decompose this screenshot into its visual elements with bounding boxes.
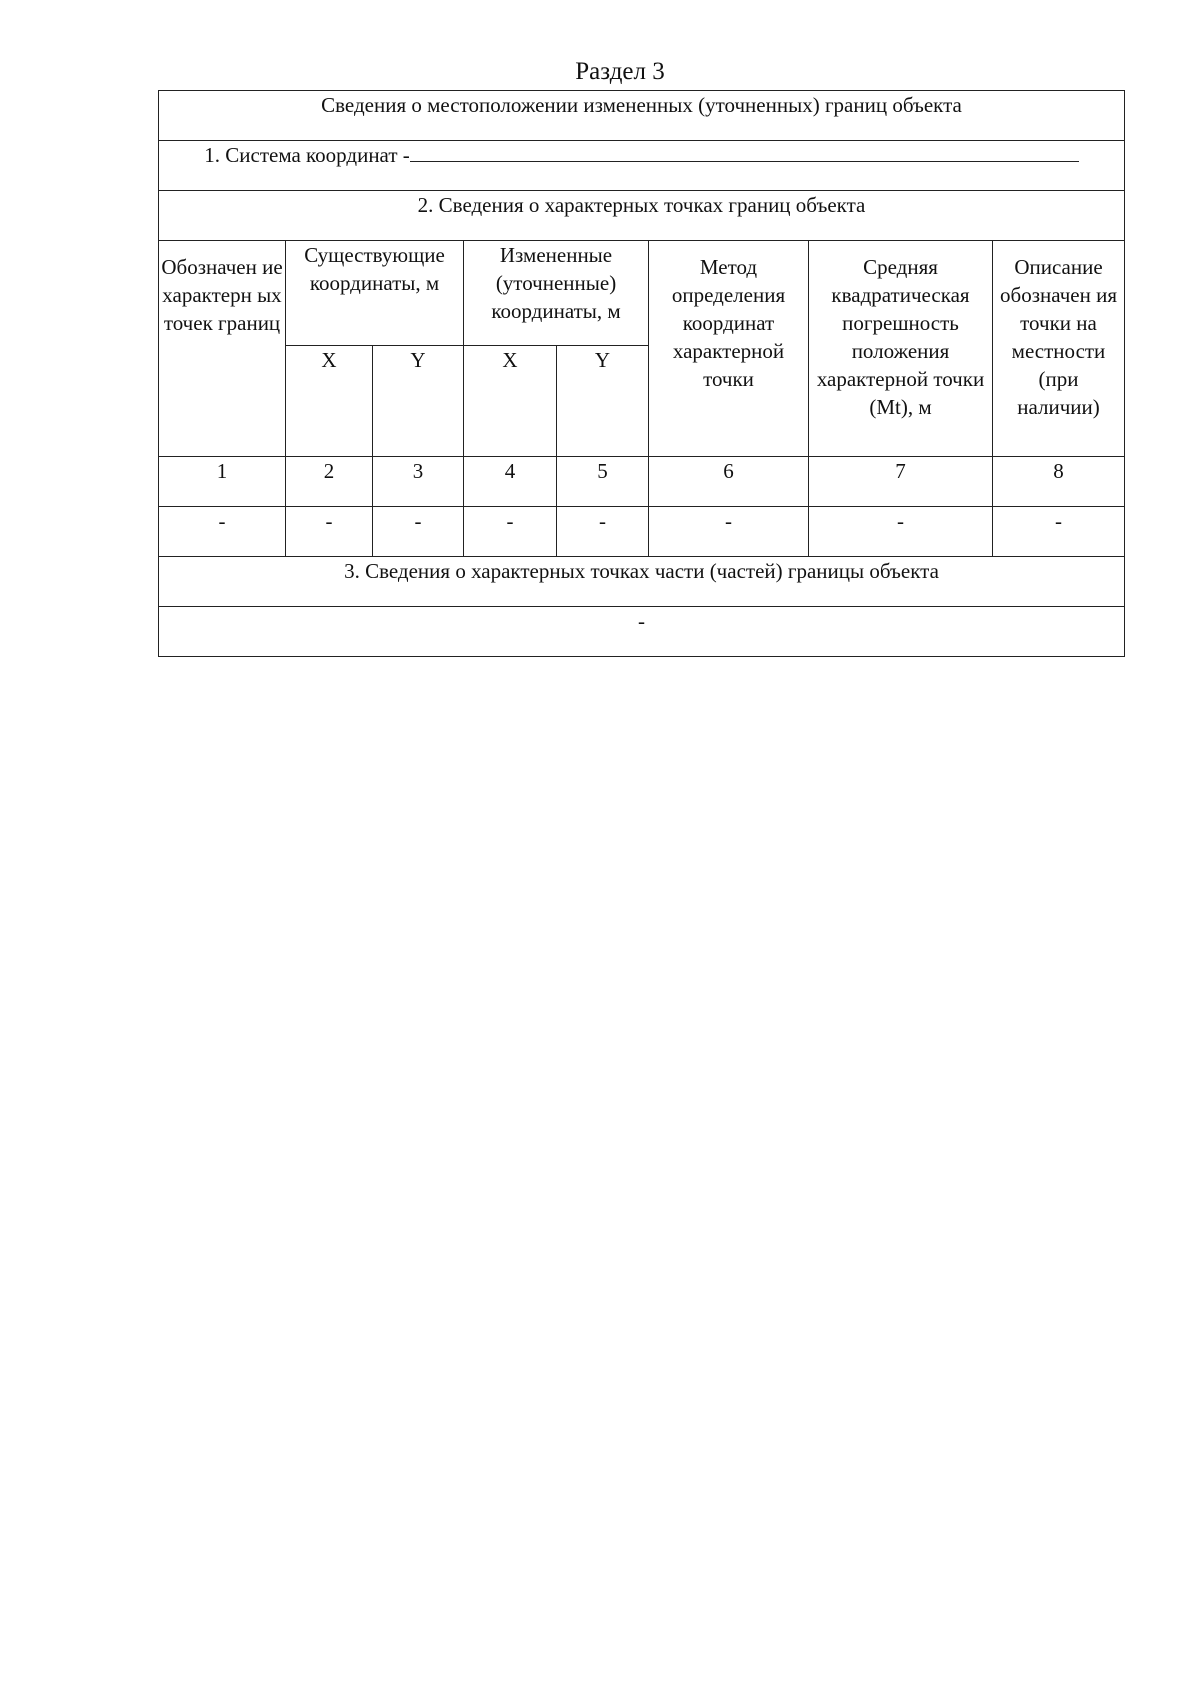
header-designation-label: Обозначен ие характерн ых точек границ	[161, 255, 283, 335]
header-changed-x: X	[464, 346, 557, 457]
column-number: 5	[557, 457, 649, 507]
header-error	[809, 241, 993, 457]
points-heading-cell	[159, 191, 1125, 241]
header-existing-y: Y	[373, 346, 464, 457]
table-cell: -	[557, 507, 649, 557]
column-number: 8	[993, 457, 1125, 507]
points-heading: 2. Сведения о характерных точках границ объекта	[417, 193, 866, 217]
table-cell: -	[286, 507, 373, 557]
header-description	[993, 241, 1125, 457]
table-row	[159, 507, 1125, 557]
table-title-cell	[159, 91, 1125, 141]
column-number: 6	[649, 457, 809, 507]
table-cell: -	[649, 507, 809, 557]
header-existing-coords	[286, 241, 464, 346]
table-cell: -	[373, 507, 464, 557]
table-title: Сведения о местоположении измененных (уточненных) границ объекта	[321, 93, 962, 117]
table-cell: -	[159, 507, 286, 557]
table-cell: -	[464, 507, 557, 557]
header-existing-coords-label: Существующие координаты, м	[304, 243, 445, 295]
header-changed-y: Y	[557, 346, 649, 457]
coord-system-cell	[159, 141, 1125, 191]
header-method	[649, 241, 809, 457]
column-number: 7	[809, 457, 993, 507]
column-number: 3	[373, 457, 464, 507]
coord-system-label: 1. Система координат -	[204, 143, 410, 167]
column-number: 4	[464, 457, 557, 507]
header-method-label: Метод определения координат характерной точки	[671, 255, 786, 391]
boundary-table	[158, 90, 1125, 657]
column-number: 2	[286, 457, 373, 507]
parts-value-cell: -	[159, 607, 1125, 657]
header-changed-coords-label: Измененные (уточненные) координаты, м	[491, 243, 621, 323]
header-existing-x: X	[286, 346, 373, 457]
header-changed-coords	[464, 241, 649, 346]
header-error-label: Средняя квадратическая погрешность положения характерной точки (Mt), м	[816, 255, 985, 419]
table-cell: -	[993, 507, 1125, 557]
column-number: 1	[159, 457, 286, 507]
header-designation	[159, 241, 286, 457]
section-heading: Раздел 3	[575, 58, 665, 85]
header-description-label: Описание обозначен ия точки на местности (при наличии)	[1000, 255, 1117, 419]
table-cell: -	[809, 507, 993, 557]
column-number-row	[159, 457, 1125, 507]
coord-system-blank-line	[410, 141, 1079, 162]
parts-heading-cell	[159, 557, 1125, 607]
parts-heading: 3. Сведения о характерных точках части (частей) границы объекта	[344, 559, 939, 583]
